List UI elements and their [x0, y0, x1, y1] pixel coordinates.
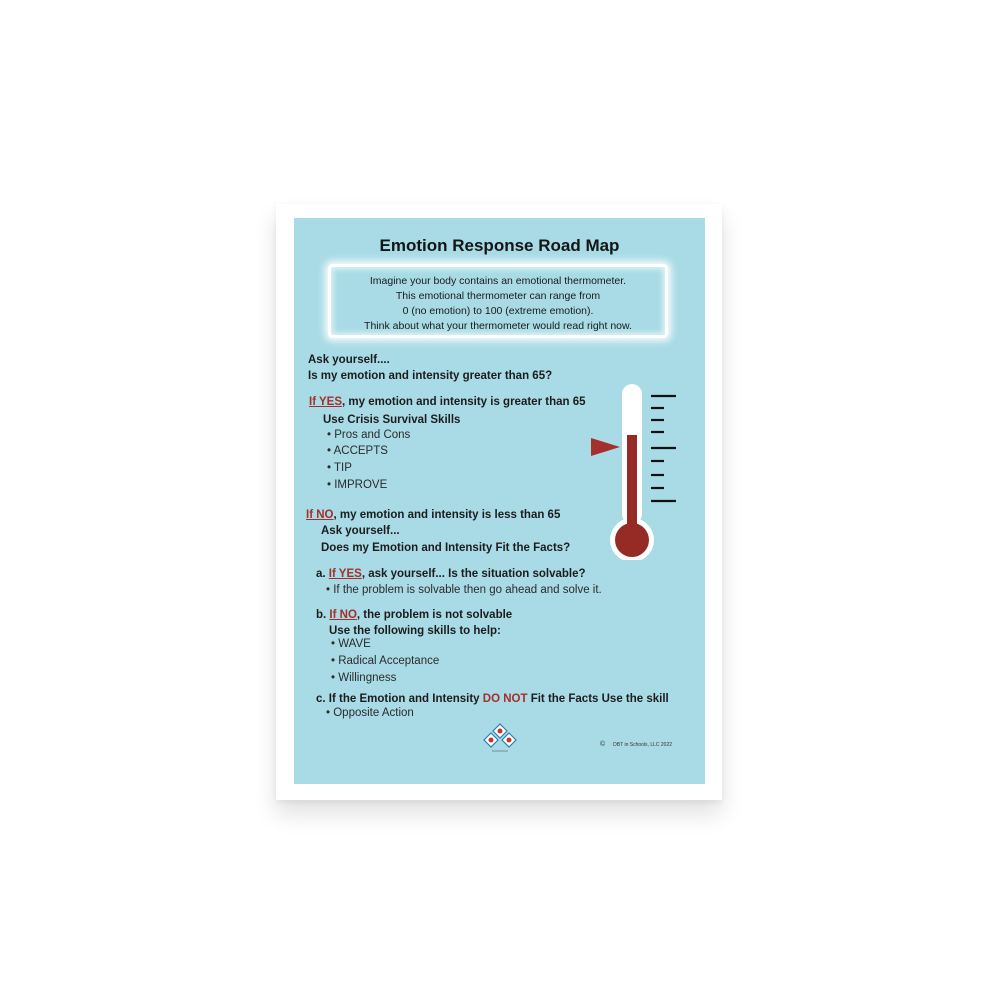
if-yes-label: If YES	[309, 396, 343, 408]
intro-line: This emotional thermometer can range from	[395, 290, 601, 302]
intro-line: Think about what your thermometer would read right now.	[364, 320, 632, 332]
list-item: • TIP	[327, 462, 352, 474]
option-b-heading: Use the following skills to help:	[329, 625, 501, 637]
intro-line: 0 (no emotion) to 100 (extreme emotion).	[402, 305, 594, 317]
option-a-label: If YES	[328, 568, 362, 580]
poster	[294, 218, 705, 784]
fit-facts-question: Does my Emotion and Intensity Fit the Facts?	[321, 542, 571, 554]
list-item: • Radical Acceptance	[331, 655, 440, 667]
list-item: • If the problem is solvable then go ahead and solve it.	[326, 584, 602, 596]
if-yes-line	[309, 396, 586, 408]
copyright-text: DBT in Schools, LLC 2022	[613, 742, 673, 748]
if-no-text: , my emotion and intensity is less than 65	[333, 509, 561, 521]
if-no-ask: Ask yourself...	[321, 525, 400, 537]
list-item: • WAVE	[331, 638, 371, 650]
list-item: • ACCEPTS	[327, 445, 388, 457]
option-c-line: c. If the Emotion and Intensity DO NOT Fit the Facts Use the skill	[316, 693, 669, 705]
copyright-symbol: ©	[600, 741, 606, 748]
main-question: Is my emotion and intensity greater than 65?	[308, 370, 553, 382]
list-item: • Opposite Action	[326, 707, 414, 719]
copyright	[600, 741, 672, 748]
if-no-line	[306, 509, 560, 521]
option-b-label: If NO	[329, 609, 357, 621]
thermometer-pointer-icon	[591, 438, 620, 456]
do-not-highlight: DO NOT	[482, 693, 528, 705]
list-item: • Pros and Cons	[327, 429, 411, 441]
thermometer-bulb	[615, 523, 649, 557]
dbt-logo-icon	[480, 723, 520, 753]
list-item: • IMPROVE	[327, 479, 388, 491]
ask-yourself-heading: Ask yourself....	[308, 354, 390, 366]
crisis-skills-heading: Use Crisis Survival Skills	[323, 414, 461, 426]
intro-box	[328, 264, 668, 338]
poster-title: Emotion Response Road Map	[379, 236, 620, 255]
thermometer-scale-ticks	[651, 396, 676, 501]
thermometer-icon	[586, 380, 686, 560]
option-a-line: a. If YES, ask yourself... Is the situation solvable?	[316, 568, 586, 580]
intro-line: Imagine your body contains an emotional thermometer.	[369, 275, 627, 287]
if-no-label: If NO	[306, 509, 334, 521]
option-b-line: b. If NO, the problem is not solvable	[316, 609, 513, 621]
list-item: • Willingness	[331, 672, 397, 684]
if-yes-text: , my emotion and intensity is greater than 65	[342, 396, 586, 408]
